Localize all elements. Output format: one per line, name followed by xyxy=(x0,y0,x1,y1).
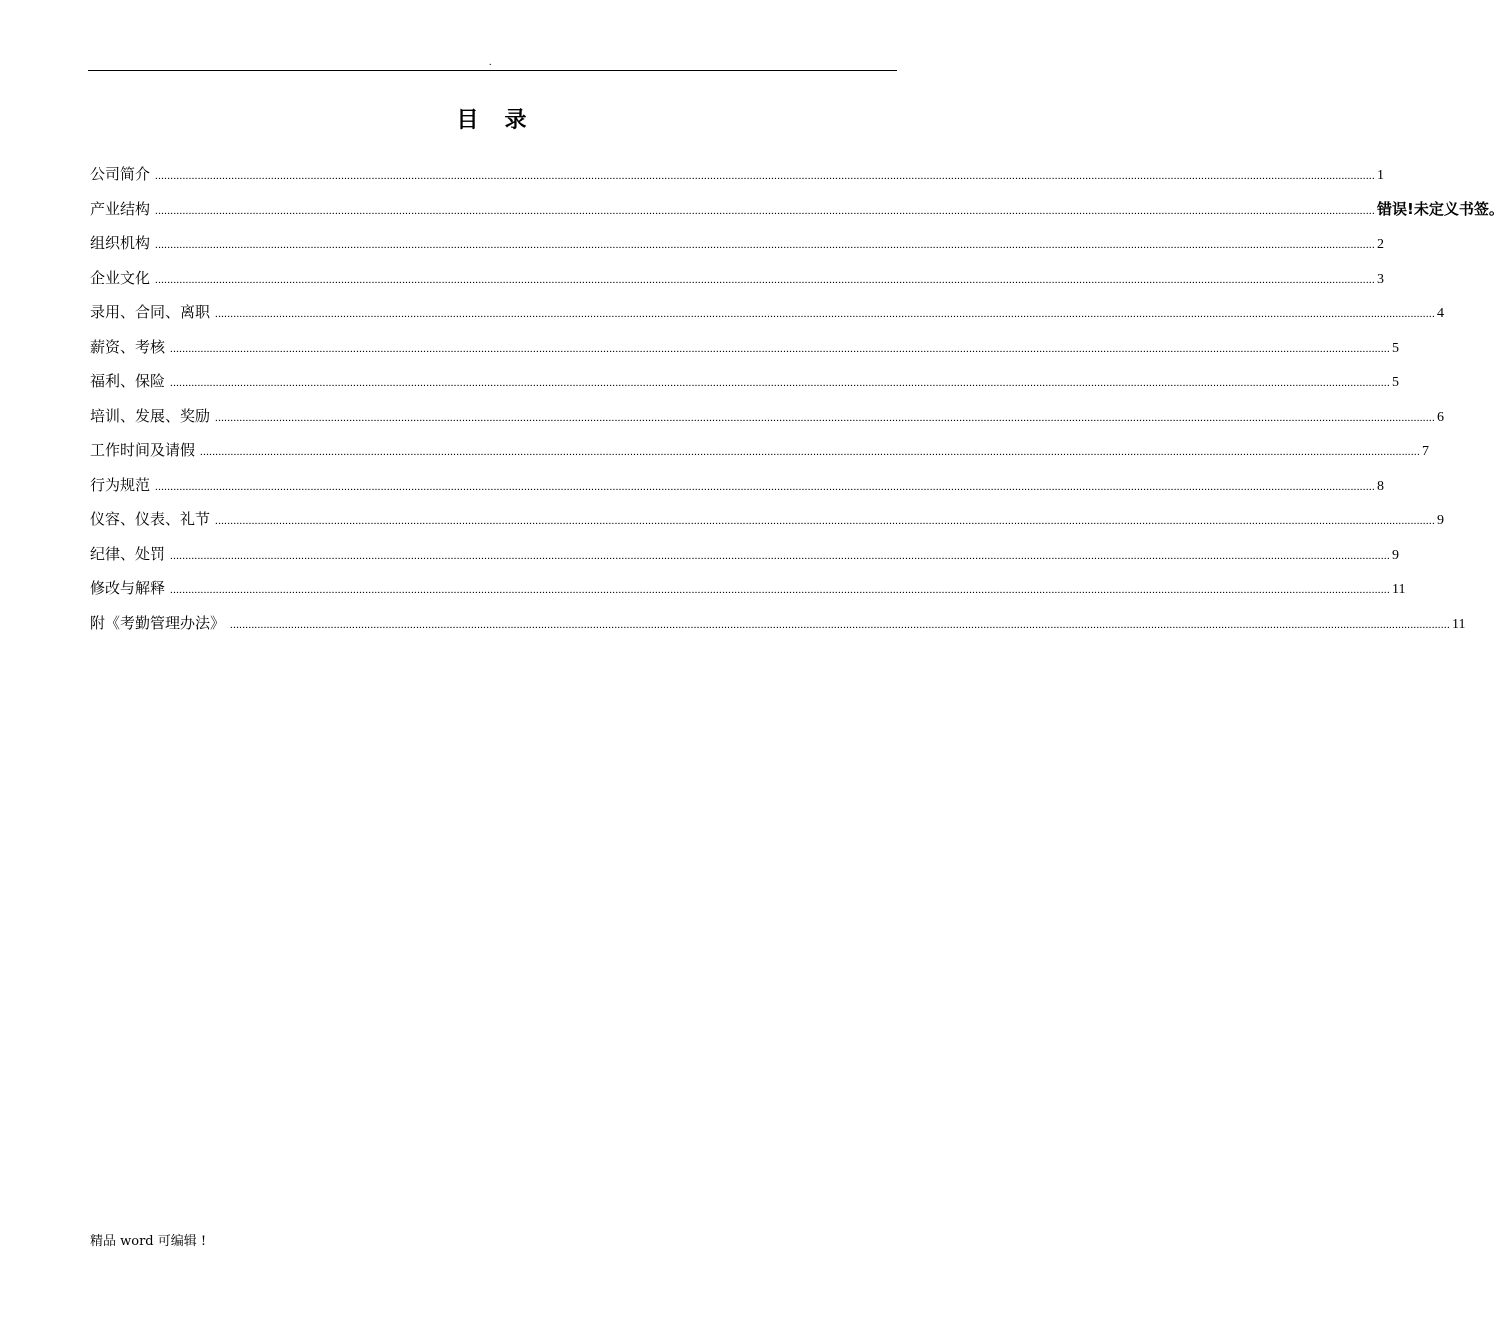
toc-entry-page: 2 xyxy=(1377,237,1385,252)
toc-entry-page: 4 xyxy=(1437,306,1445,321)
toc-entry[interactable] xyxy=(90,539,1400,574)
toc-entry-page: 11 xyxy=(1452,616,1466,632)
header-rule xyxy=(88,70,897,71)
toc-entry-label: 录用、合同、离职 xyxy=(90,303,211,321)
toc-entry-label: 企业文化 xyxy=(90,268,151,287)
toc-entry[interactable] xyxy=(90,332,1400,367)
toc-entry-page: 1 xyxy=(1377,168,1385,183)
toc-entry[interactable] xyxy=(90,573,1406,608)
toc-entry[interactable] xyxy=(90,297,1445,332)
toc-leader-dots: ................................................................................................................................................................................................................................................................................................................................................................................................................ xyxy=(170,377,1391,389)
toc-entry-label: 福利、保险 xyxy=(90,372,166,390)
toc-entry[interactable] xyxy=(90,401,1445,436)
toc-entry-label: 工作时间及请假 xyxy=(90,441,196,459)
toc-leader-dots: ................................................................................................................................................................................................................................................................................................................................................................................................................ xyxy=(155,273,1376,286)
toc-entry[interactable] xyxy=(90,366,1400,401)
toc-entry[interactable] xyxy=(90,435,1430,470)
toc-entry-page: 9 xyxy=(1437,513,1445,528)
toc-entry-page: 错误!未定义书签。 xyxy=(1377,199,1504,218)
toc-entry-page: 6 xyxy=(1437,409,1445,425)
toc-entry[interactable] xyxy=(90,470,1385,505)
toc-entry-page: 9 xyxy=(1392,547,1400,563)
toc-entry[interactable] xyxy=(90,228,1385,263)
toc-leader-dots: ................................................................................................................................................................................................................................................................................................................................................................................................................ xyxy=(170,549,1391,562)
toc-entry-label: 修改与解释 xyxy=(90,579,166,597)
toc-leader-dots: ................................................................................................................................................................................................................................................................................................................................................................................................................ xyxy=(170,342,1391,355)
toc-leader-dots: ................................................................................................................................................................................................................................................................................................................................................................................................................ xyxy=(215,411,1436,424)
toc-leader-dots: ................................................................................................................................................................................................................................................................................................................................................................................................................ xyxy=(155,239,1376,251)
toc-leader-dots: ................................................................................................................................................................................................................................................................................................................................................................................................................ xyxy=(215,515,1436,527)
toc-leader-dots: ................................................................................................................................................................................................................................................................................................................................................................................................................ xyxy=(155,204,1376,217)
toc-entry-label: 附《考勤管理办法》 xyxy=(90,613,226,632)
toc-entry-label: 仪容、仪表、礼节 xyxy=(90,510,211,528)
toc-entry-page: 3 xyxy=(1377,271,1385,287)
toc-list xyxy=(90,159,1504,642)
toc-entry-label: 产业结构 xyxy=(90,199,151,218)
footer-text: 精品 word 可编辑 ! xyxy=(90,1234,207,1249)
toc-entry[interactable] xyxy=(90,608,1466,643)
toc-entry-page: 7 xyxy=(1422,444,1430,459)
toc-entry-page: 8 xyxy=(1377,478,1385,494)
toc-entry-label: 行为规范 xyxy=(90,475,151,494)
header-mark: . xyxy=(489,57,492,68)
toc-entry-page: 11 xyxy=(1392,582,1406,597)
toc-title: 目 录 xyxy=(456,108,529,133)
toc-entry-label: 薪资、考核 xyxy=(90,337,166,356)
toc-entry-page: 5 xyxy=(1392,375,1400,390)
toc-entry-label: 公司简介 xyxy=(90,165,151,183)
toc-entry-label: 纪律、处罚 xyxy=(90,544,166,563)
toc-entry-page: 5 xyxy=(1392,340,1400,356)
toc-leader-dots: ................................................................................................................................................................................................................................................................................................................................................................................................................ xyxy=(155,170,1376,182)
toc-leader-dots: ................................................................................................................................................................................................................................................................................................................................................................................................................ xyxy=(170,584,1391,596)
toc-entry-label: 组织机构 xyxy=(90,234,151,252)
toc-leader-dots: ................................................................................................................................................................................................................................................................................................................................................................................................................ xyxy=(230,618,1451,631)
toc-leader-dots: ................................................................................................................................................................................................................................................................................................................................................................................................................ xyxy=(215,308,1436,320)
toc-entry-label: 培训、发展、奖励 xyxy=(90,406,211,425)
toc-entry[interactable] xyxy=(90,263,1385,298)
toc-entry[interactable] xyxy=(90,194,1504,229)
toc-entry[interactable] xyxy=(90,504,1445,539)
toc-leader-dots: ................................................................................................................................................................................................................................................................................................................................................................................................................ xyxy=(155,480,1376,493)
toc-entry[interactable] xyxy=(90,159,1385,194)
toc-leader-dots: ................................................................................................................................................................................................................................................................................................................................................................................................................ xyxy=(200,446,1421,458)
